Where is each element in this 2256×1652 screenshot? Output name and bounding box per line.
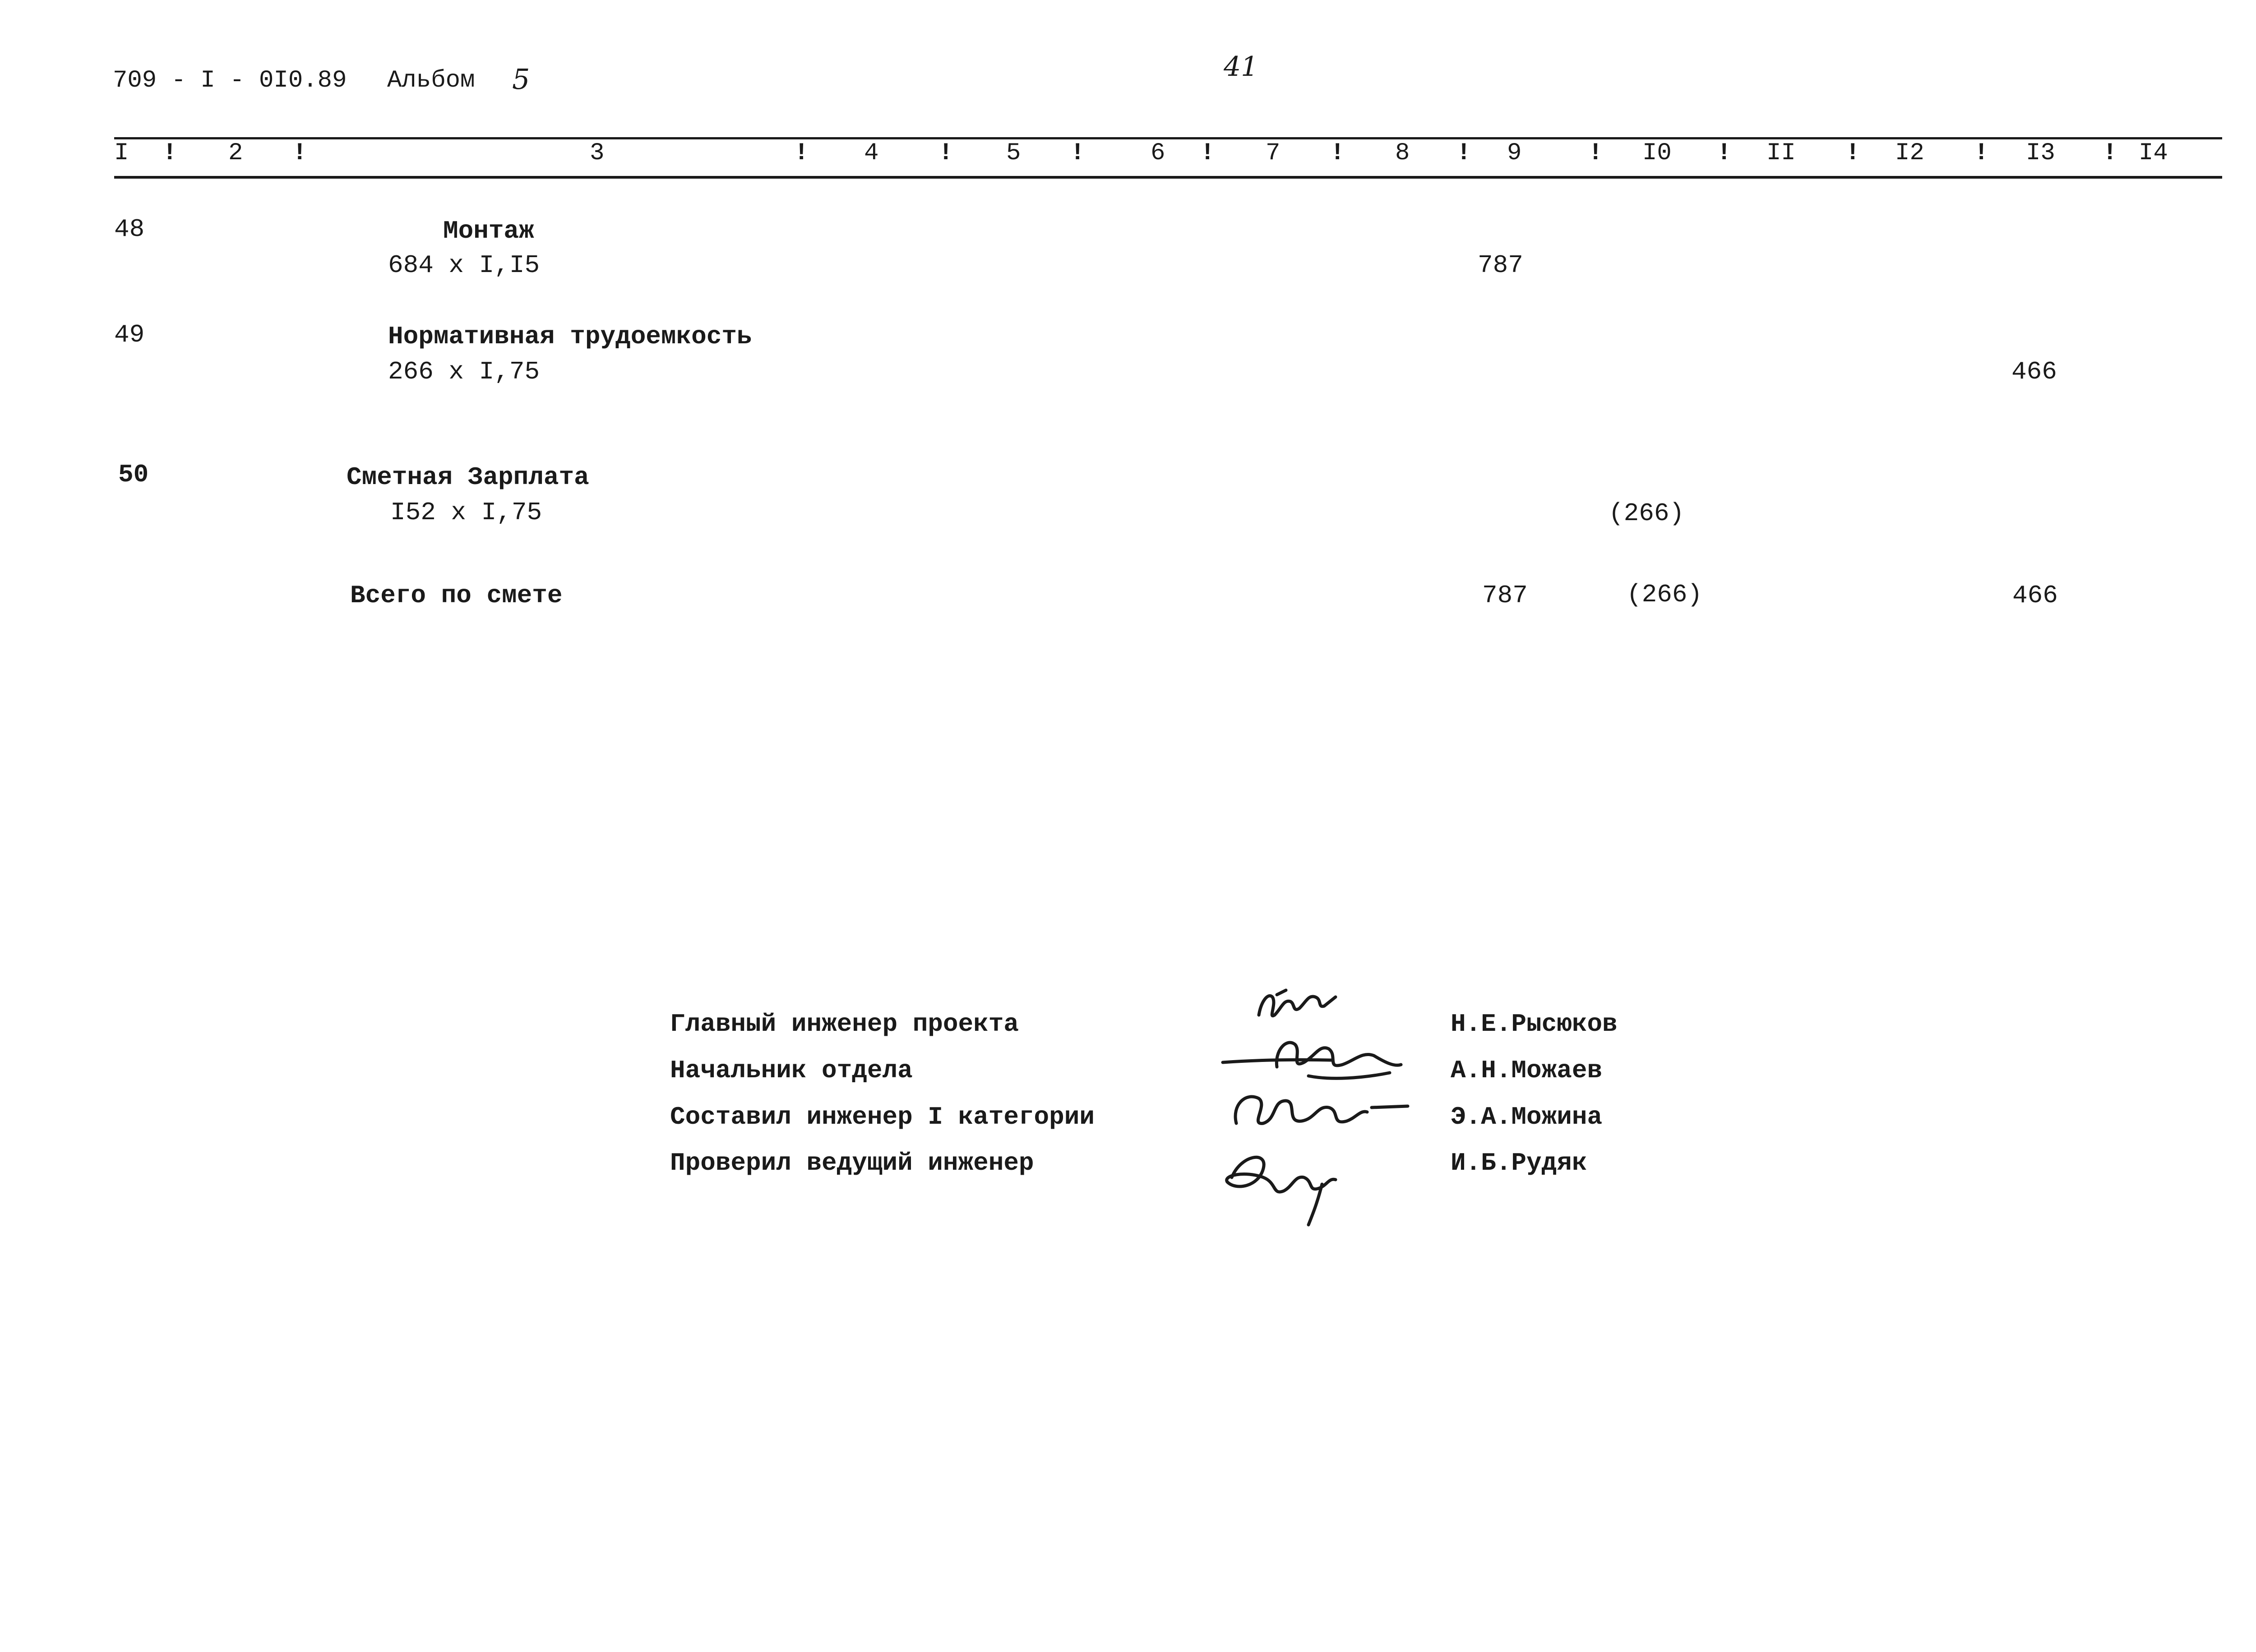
total-value-col13: 466 [2012, 581, 2058, 610]
signatory-name: Н.Е.Рысюков [1451, 1010, 1618, 1038]
signatory-name: И.Б.Рудяк [1451, 1149, 1587, 1177]
column-header-7: 7 [1266, 139, 1281, 167]
column-header-4: 4 [864, 139, 879, 167]
handwritten-signature-4 [1214, 1128, 1358, 1232]
row-title: Монтаж [443, 217, 534, 245]
total-label: Всего по смете [350, 581, 563, 610]
signature-role: Проверил ведущий инженер [670, 1149, 1034, 1177]
column-separator: ! [1456, 139, 1471, 167]
total-value-col9: 787 [1482, 581, 1528, 610]
column-separator: ! [1588, 139, 1603, 167]
column-header-12: I2 [1895, 139, 1924, 167]
column-header-1: I [114, 139, 129, 167]
column-separator: ! [292, 139, 307, 167]
signatory-name: А.Н.Можаев [1451, 1056, 1603, 1085]
album-number: 5 [512, 63, 530, 96]
row-value-col9: 787 [1478, 251, 1523, 280]
column-separator: ! [1974, 139, 1989, 167]
signature-role: Составил инженер I категории [670, 1103, 1095, 1131]
column-separator: ! [1070, 139, 1085, 167]
signature-role: Начальник отдела [670, 1056, 913, 1085]
album-label: Альбом [387, 67, 475, 94]
column-header-14: I4 [2139, 139, 2168, 167]
row-formula: 684 x I,I5 [388, 251, 540, 280]
column-separator: ! [794, 139, 809, 167]
column-separator: ! [2103, 139, 2117, 167]
table-header-bottom-rule [114, 176, 2222, 179]
total-value-col10: (266) [1627, 580, 1703, 609]
column-header-6: 6 [1151, 139, 1165, 167]
column-header-3: 3 [590, 139, 605, 167]
signatory-name: Э.А.Можина [1451, 1103, 1603, 1131]
row-title: Сметная Зарплата [347, 463, 589, 492]
column-header-10: I0 [1642, 139, 1672, 167]
column-header-2: 2 [228, 139, 243, 167]
column-separator: ! [1200, 139, 1215, 167]
column-header-13: I3 [2026, 139, 2055, 167]
row-number: 48 [114, 215, 145, 244]
document-code: 709 - I - 0I0.89 [113, 67, 347, 94]
column-separator: ! [1330, 139, 1345, 167]
column-header-8: 8 [1395, 139, 1410, 167]
row-number: 50 [118, 460, 149, 489]
column-separator: ! [162, 139, 177, 167]
column-separator: ! [1845, 139, 1860, 167]
column-separator: ! [938, 139, 953, 167]
row-formula: I52 x I,75 [390, 498, 542, 527]
column-header-9: 9 [1507, 139, 1522, 167]
column-separator: ! [1717, 139, 1732, 167]
column-header-5: 5 [1006, 139, 1021, 167]
row-title: Нормативная трудоемкость [388, 322, 752, 351]
row-value-col10: (266) [1609, 499, 1685, 528]
row-value-col13: 466 [2011, 357, 2057, 386]
column-header-11: II [1766, 139, 1796, 167]
row-formula: 266 x I,75 [388, 357, 540, 386]
signature-role: Главный инженер проекта [670, 1010, 1019, 1038]
row-number: 49 [114, 320, 145, 349]
page-number: 41 [1224, 51, 1258, 83]
